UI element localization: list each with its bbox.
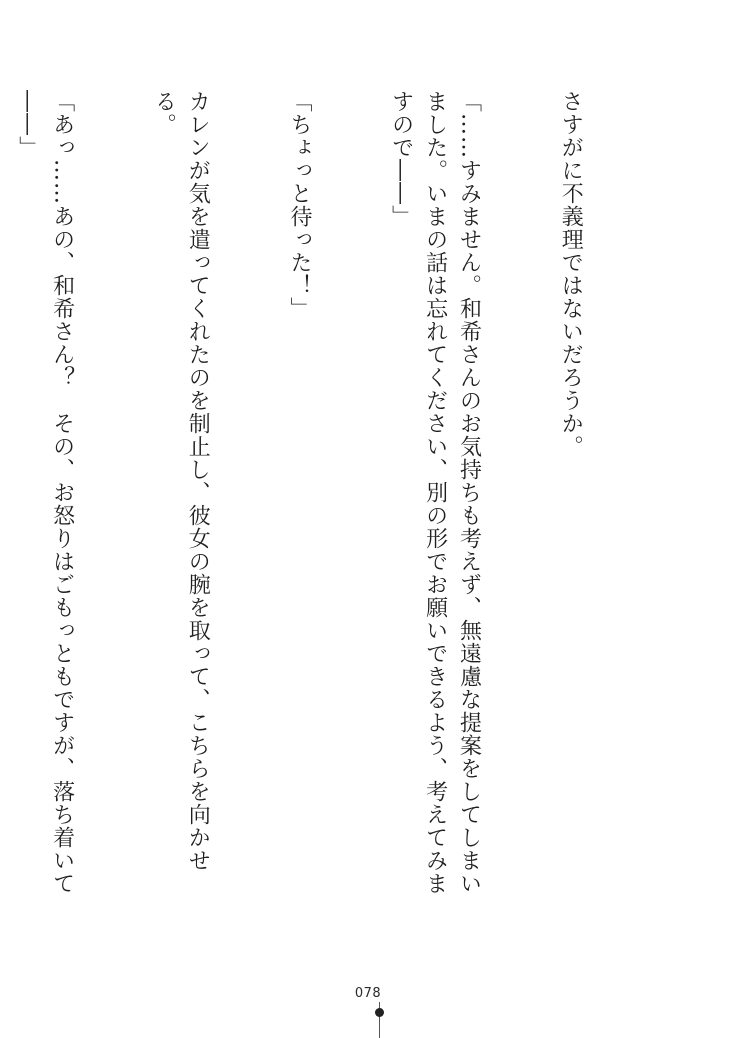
paragraph: さすがに不義理ではないだろうか。 [558, 90, 584, 458]
vertical-body-text [15, 90, 655, 910]
paragraph: カレンが気を遣ってくれたのを制止し、彼女の腕を取って、こちらを向かせる。 [151, 90, 211, 872]
page-number: 078 [354, 986, 382, 1001]
paragraph: 「……すみません。和希さんのお気持ちも考えず、無遠慮な提案をしてしまいました。いまの話は忘れてください、別の形でお願いできるよう、考えてみますので――」 [388, 90, 482, 895]
page-marker-dot-icon [375, 1008, 384, 1017]
paragraph: 「あっ……あの、和希さん？ その、お怒りはごもっともですが、落ち着いて――」 [15, 90, 75, 895]
paragraph: 「ちょっと待った！」 [286, 90, 312, 320]
